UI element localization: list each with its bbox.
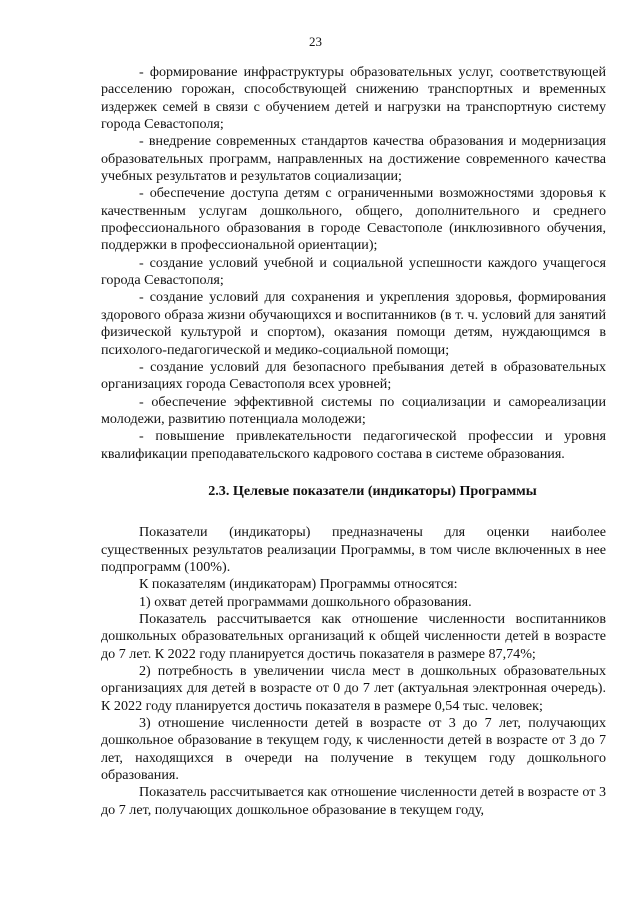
- paragraph: 3) отношение численности детей в возрасте от 3 до 7 лет, получающих дошкольное образование в текущем году, к численности детей в возрасте от 3 до 7 лет, находящихся в очереди на получение в текущем году дошкольного образования.: [101, 715, 606, 784]
- list-item: - формирование инфраструктуры образовательных услуг, соответствующей расселению горожан, способствующей снижению транспортных и временных издержек семей в связи с обучением детей и нагрузки на транспортную систему города Севастополя;: [101, 64, 606, 133]
- list-item: - повышение привлекательности педагогической профессии и уровня квалификации преподавательского кадрового состава в системе образования.: [101, 428, 606, 462]
- list-item: - создание условий для безопасного пребывания детей в образовательных организациях города Севастополя всех уровней;: [101, 358, 606, 393]
- paragraph: Показатель рассчитывается как отношение численности воспитанников дошкольных образовательных организаций к общей численности детей в возрасте до 7 лет. К 2022 году планируется достичь показателя в размере 87,74%;: [101, 610, 606, 662]
- page-number: 23: [309, 34, 322, 49]
- page-content: [101, 64, 606, 819]
- list-item: - создание условий учебной и социальной успешности каждого учащегося города Севастополя;: [101, 254, 606, 289]
- list-item: - создание условий для сохранения и укрепления здоровья, формирования здорового образа жизни обучающихся и воспитанников (в т. ч. условий для занятий физической культурой и спортом), оказания помощи детям, нуждающимся в психолого-педагогической и медико-социальной помощи;: [101, 289, 606, 358]
- paragraph: 2) потребность в увеличении числа мест в дошкольных образовательных организациях для детей в возрасте от 0 до 7 лет (актуальная электронная очередь). К 2022 году планируется достичь показателя в размере 0,54 тыс. человек;: [101, 663, 606, 714]
- indicators-text: [101, 524, 606, 819]
- list-item: - внедрение современных стандартов качества образования и модернизация образовательных программ, направленных на достижение современного качества учебных результатов и результатов социализации;: [101, 133, 606, 185]
- list-item: - обеспечение доступа детям с ограниченными возможностями здоровья к качественным услугам дошкольного, общего, дополнительного и среднего профессионального образования в городе Севастополе (инклюзивного обучения, поддержки в профессиональной ориентации);: [101, 185, 606, 254]
- paragraph: Показатели (индикаторы) предназначены для оценки наиболее существенных результатов реализации Программы, в том числе включенных в нее подпрограмм (100%).: [101, 524, 606, 575]
- paragraph: 1) охват детей программами дошкольного образования.: [139, 593, 472, 610]
- list-item: - обеспечение эффективной системы по социализации и самореализации молодежи, развитию потенциала молодежи;: [101, 393, 606, 427]
- paragraph: Показатель рассчитывается как отношение численности детей в возрасте от 3 до 7 лет, получающих дошкольное образование в текущем году,: [101, 784, 606, 818]
- section-heading: 2.3. Целевые показатели (индикаторы) Программы: [208, 482, 537, 499]
- goals-list: [101, 64, 606, 463]
- paragraph: К показателям (индикаторам) Программы относятся:: [139, 576, 458, 593]
